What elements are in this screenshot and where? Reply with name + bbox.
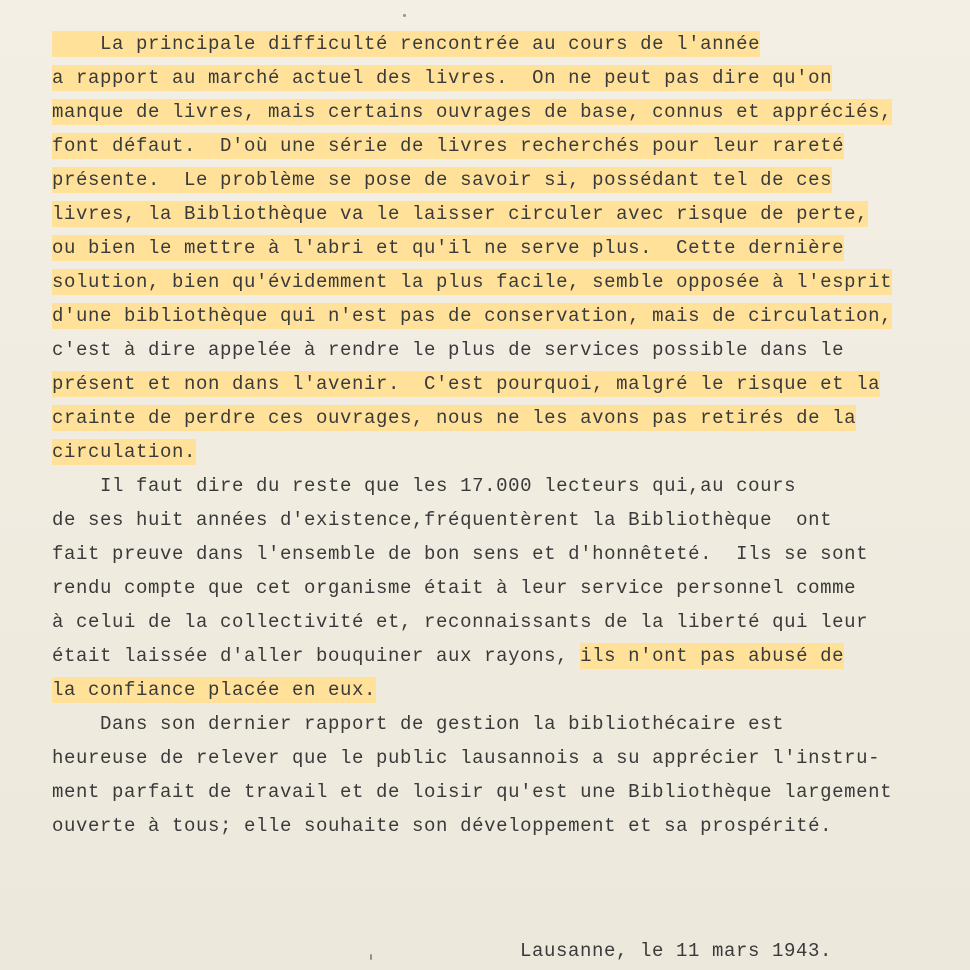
- text-line-14: [52, 473, 796, 499]
- text-line-18: [52, 609, 868, 635]
- highlight: livres, la Bibliothèque va le laisser circuler avec risque de perte,: [52, 203, 869, 225]
- text-line-12: [52, 405, 856, 431]
- text-line-21: [52, 711, 784, 737]
- text-line-7: [52, 235, 844, 261]
- plain-text: ouverte à tous; elle souhaite son développement et sa prospérité.: [52, 815, 833, 837]
- text-line-8: [52, 269, 892, 295]
- text-line-19: [52, 643, 844, 669]
- plain-text: ment parfait de travail et de loisir qu'est une Bibliothèque largement: [52, 781, 893, 803]
- plain-text: à celui de la collectivité et, reconnaissants de la liberté qui leur: [52, 611, 869, 633]
- text-line-23: [52, 779, 892, 805]
- text-line-24: [52, 813, 832, 839]
- highlight: d'une bibliothèque qui n'est pas de conservation, mais de circulation,: [52, 305, 893, 327]
- highlight: La principale difficulté rencontrée au cours de l'année: [52, 33, 761, 55]
- text-line-6: [52, 201, 868, 227]
- text-line-9: [52, 303, 892, 329]
- text-line-10: [52, 337, 844, 363]
- highlight: ils n'ont pas abusé de: [580, 645, 845, 667]
- text-line-22: [52, 745, 880, 771]
- text-line-11: [52, 371, 880, 397]
- highlight: circulation.: [52, 441, 197, 463]
- paper-speck: [370, 954, 372, 960]
- text-line-3: [52, 99, 892, 125]
- paper-speck: [403, 14, 406, 17]
- text-line-5: [52, 167, 832, 193]
- text-line-4: [52, 133, 844, 159]
- highlight: présent et non dans l'avenir. C'est pourquoi, malgré le risque et la: [52, 373, 881, 395]
- highlight: ou bien le mettre à l'abri et qu'il ne serve plus. Cette dernière: [52, 237, 845, 259]
- plain-text: c'est à dire appelée à rendre le plus de services possible dans le: [52, 339, 845, 361]
- plain-text: heureuse de relever que le public lausannois a su apprécier l'instru-: [52, 747, 881, 769]
- text-line-17: [52, 575, 856, 601]
- highlight: a rapport au marché actuel des livres. On ne peut pas dire qu'on: [52, 67, 833, 89]
- place-date-signature: Lausanne, le 11 mars 1943.: [520, 940, 833, 962]
- highlight: la confiance placée en eux.: [52, 679, 377, 701]
- plain-text: Dans son dernier rapport de gestion la bibliothécaire est: [52, 713, 785, 735]
- highlight: présente. Le problème se pose de savoir si, possédant tel de ces: [52, 169, 833, 191]
- highlight: font défaut. D'où une série de livres recherchés pour leur rareté: [52, 135, 845, 157]
- text-line-2: [52, 65, 832, 91]
- text-line-15: [52, 507, 832, 533]
- plain-text: fait preuve dans l'ensemble de bon sens et d'honnêteté. Ils se sont: [52, 543, 869, 565]
- plain-text: de ses huit années d'existence,fréquentèrent la Bibliothèque ont: [52, 509, 833, 531]
- text-line-1: [52, 31, 760, 57]
- text-line-20: [52, 677, 376, 703]
- text-line-13: [52, 439, 196, 465]
- text-line-16: [52, 541, 868, 567]
- highlight: manque de livres, mais certains ouvrages de base, connus et appréciés,: [52, 101, 893, 123]
- plain-text: Il faut dire du reste que les 17.000 lecteurs qui,au cours: [52, 475, 797, 497]
- plain-text: rendu compte que cet organisme était à leur service personnel comme: [52, 577, 857, 599]
- plain-text: était laissée d'aller bouquiner aux rayons,: [52, 645, 581, 667]
- highlight: solution, bien qu'évidemment la plus facile, semble opposée à l'esprit: [52, 271, 893, 293]
- highlight: crainte de perdre ces ouvrages, nous ne les avons pas retirés de la: [52, 407, 857, 429]
